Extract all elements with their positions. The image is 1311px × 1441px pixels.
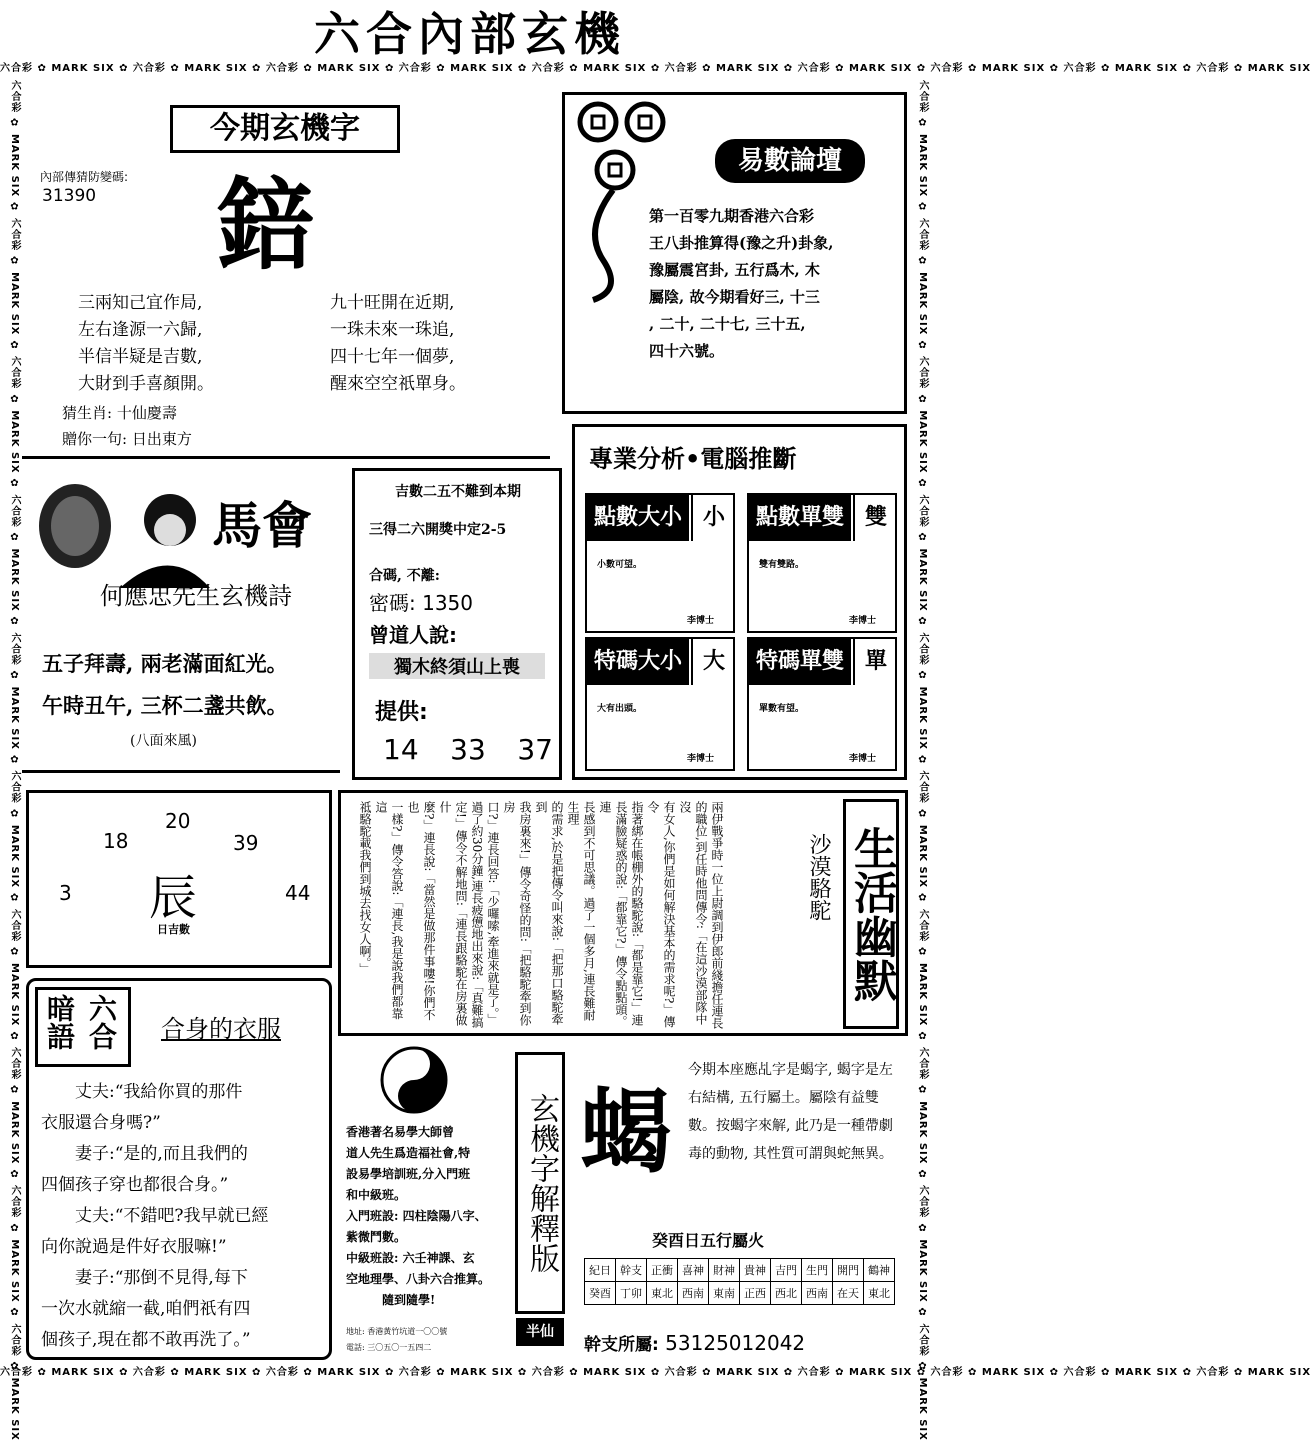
mima-label: 密碼: (369, 591, 416, 615)
yishu-panel (562, 92, 907, 414)
anyu-badge (35, 987, 131, 1067)
ad-line: 道人先生爲造福社會,特 (346, 1146, 471, 1160)
daily-number: 44 (285, 881, 311, 905)
page-title: 六合內部玄機 (314, 7, 626, 61)
wuxing-cell: 鶴神 (864, 1259, 895, 1282)
card-sign: 李博士 (687, 616, 715, 626)
wuxing-cell: 丁卯 (616, 1282, 647, 1305)
jishu-line1: 吉數二五不難到本期 (395, 484, 521, 500)
card-label: 特碼大小 (587, 639, 689, 685)
yishu-line: 王八卦推算得(豫之升)卦象, (649, 234, 834, 252)
anyu-line: 一次水就縮一截,咱們祇有四 (41, 1299, 251, 1319)
mahui-title: 馬會 (212, 497, 312, 555)
anyu-panel (26, 978, 332, 1360)
poem-line: 一珠未來一珠追, (330, 320, 455, 340)
wuxing-header-row (585, 1259, 895, 1282)
yishu-line: 第一百零九期香港六合彩 (649, 207, 815, 225)
humor-column: 口?」連長回答:「少囉嗦,牽進來就是了。」 (486, 801, 500, 1026)
wuxing-cell: 西南 (678, 1282, 709, 1305)
humor-column: 有女人,你們是如何解決基本的需求呢?」傳令 (646, 801, 676, 1028)
humor-column: 過了約30分鐘,連長疲憊地出來說:「真難搞 (470, 801, 484, 1029)
analysis-card (747, 493, 897, 633)
card-text: 小數可望。 (597, 560, 643, 570)
yishu-title: 易數論壇 (715, 139, 865, 183)
mahui-line2: 午時丑午, 三杯二盞共飲。 (42, 693, 288, 718)
wuxing-cell: 正西 (740, 1282, 771, 1305)
card-label: 特碼單雙 (749, 639, 851, 685)
poem-left (78, 290, 214, 398)
ad-line: 香港著名易學大師曾 (346, 1125, 455, 1139)
number: 33 (450, 733, 486, 766)
humor-column: 的需求,於是把傳令叫來說:「把那口駱駝牽到 (534, 801, 564, 1025)
wuxing-table (584, 1258, 895, 1305)
anyu-line: 丈夫:“我給你買的那件 (75, 1082, 243, 1102)
big-character: 錇 (215, 166, 315, 284)
card-tag: 單 (853, 639, 897, 685)
ganzhi-value: 53125012042 (665, 1331, 806, 1355)
humor-column: 麼?」連長說:「當然是做那件事嘍!你們不也 (406, 801, 436, 1021)
mahui-line1: 五子拜壽, 兩老滿面紅光。 (42, 651, 288, 676)
daily-numbers-panel (26, 790, 332, 968)
jiexi-char: 蝎 (580, 1078, 673, 1186)
poem-line: 大財到手喜顏開。 (78, 374, 214, 394)
ad-line: 紫微鬥數。 (346, 1230, 407, 1244)
ad-text (346, 1122, 490, 1311)
card-tag: 小 (691, 495, 735, 541)
humor-title: 生活幽默 (843, 799, 899, 1029)
poem-line: 三兩知己宜作局, (78, 293, 203, 313)
yishu-text (649, 203, 833, 365)
wuxing-cell: 癸酉 (585, 1282, 616, 1305)
yishu-line: , 二十, 二十七, 三十五, (649, 315, 806, 333)
jiexi-text: 今期本座應乩字是蝎字, 蝎字是左右結構, 五行屬土。屬陰有益雙數。按蝎字來解, 此乃是一種帶劇毒的動物, 其性質可謂與蛇無異。 (688, 1062, 893, 1162)
analysis-panel (572, 424, 907, 780)
humor-column: 長感到不可思議。過了一個多月,連長難耐生理 (566, 801, 596, 1021)
jishu-line2: 三得二六開獎中定2-5 (369, 522, 507, 538)
right-border-strip: 六合彩 ✿ MARK SIX ✿ 六合彩 ✿ MARK SIX ✿ 六合彩 ✿ MARK SIX ✿ 六合彩 ✿ MARK SIX ✿ 六合彩 ✿ MARK SIX ✿ 六合彩 ✿ MARK SIX ✿ 六合彩 ✿ MARK SIX ✿ 六合彩 ✿ MARK SIX ✿ 六合彩 ✿ MARK SIX ✿ 六合彩 ✿ MARK SIX (917, 80, 928, 1441)
card-sign: 李博士 (687, 754, 715, 764)
analysis-card (585, 493, 735, 633)
bottom-border-strip: 六合彩 ✿ MARK SIX ✿ 六合彩 ✿ MARK SIX ✿ 六合彩 ✿ MARK SIX ✿ 六合彩 ✿ MARK SIX ✿ 六合彩 ✿ MARK SIX ✿ 六合彩 ✿ MARK SIX ✿ 六合彩 ✿ MARK SIX ✿ 六合彩 ✿ MARK SIX ✿ 六合彩 ✿ MARK SIX ✿ 六合彩 ✿ MARK SIX (0, 1367, 1311, 1378)
ad-line: 設易學培訓班,分入門班 (346, 1167, 471, 1181)
daoren-text: 獨木終須山上喪 (369, 653, 545, 679)
humor-panel (338, 790, 908, 1036)
tigong-numbers (383, 733, 553, 766)
wuxing-value-row (585, 1282, 895, 1305)
heji: 合碼, 不離: (369, 568, 440, 584)
humor-column: 指著綁在帳棚外的駱駝說:「都是靠它!」連 (630, 801, 644, 1026)
humor-column: 定!」傳令不解地問:「連長跟駱駝在房裏做什 (438, 801, 468, 1026)
humor-column: 的職位,到任時他問傳令:「在這沙漠部隊中沒 (678, 801, 708, 1025)
analysis-card (747, 637, 897, 771)
wuxing-cell: 正衝 (647, 1259, 678, 1282)
yishu-line: 屬陰, 故今期看好三, 十三 (649, 288, 820, 306)
prefix-code: 31390 (42, 186, 97, 206)
daily-number: 20 (165, 809, 191, 833)
poem-line: 半信半疑是吉數, (78, 347, 203, 367)
anyu-title: 合身的衣服 (161, 1015, 281, 1043)
anyu-line: 向你說過是件好衣服嘛!” (41, 1237, 227, 1257)
xuanji-title: 今期玄機字 (170, 105, 400, 153)
humor-text (357, 801, 725, 1029)
ganzhi-label: 幹支所屬: (584, 1335, 659, 1355)
anyu-tag1: 暗語 (43, 994, 76, 1050)
wuxing-title: 癸酉日五行屬火 (652, 1231, 765, 1250)
anyu-tag2: 六合 (85, 994, 118, 1050)
tigong-label: 提供: (375, 700, 428, 725)
daily-number: 3 (59, 881, 72, 905)
humor-column: 一樣?」傳令答說:「連長,我是說我們都靠這 (374, 801, 404, 1020)
anyu-line: 妻子:“是的,而且我們的 (75, 1144, 248, 1164)
wuxing-cell: 東北 (864, 1282, 895, 1305)
jiexi-seal: 半仙 (516, 1318, 564, 1346)
jishu-panel (352, 468, 562, 780)
anyu-line: 四個孩子穿也都很合身。” (41, 1175, 229, 1195)
wuxing-cell: 開門 (833, 1259, 864, 1282)
wuxing-cell: 西南 (802, 1282, 833, 1305)
ganzhi-row (584, 1330, 805, 1355)
anyu-line: 個孩子,現在都不敢再洗了。” (41, 1330, 251, 1350)
poem-right (330, 290, 466, 398)
divider (22, 770, 340, 773)
wuxing-cell: 吉門 (771, 1259, 802, 1282)
daily-label: 日吉數 (157, 923, 190, 936)
left-border-strip: 六合彩 ✿ MARK SIX ✿ 六合彩 ✿ MARK SIX ✿ 六合彩 ✿ MARK SIX ✿ 六合彩 ✿ MARK SIX ✿ 六合彩 ✿ MARK SIX ✿ 六合彩 ✿ MARK SIX ✿ 六合彩 ✿ MARK SIX ✿ 六合彩 ✿ MARK SIX ✿ 六合彩 ✿ MARK SIX ✿ 六合彩 ✿ MARK SIX (9, 80, 20, 1441)
ad-line: 中級班設: 六壬神課、玄 (346, 1251, 475, 1265)
card-sign: 李博士 (849, 616, 877, 626)
top-border-strip: 六合彩 ✿ MARK SIX ✿ 六合彩 ✿ MARK SIX ✿ 六合彩 ✿ MARK SIX ✿ 六合彩 ✿ MARK SIX ✿ 六合彩 ✿ MARK SIX ✿ 六合彩 ✿ MARK SIX ✿ 六合彩 ✿ MARK SIX ✿ 六合彩 ✿ MARK SIX ✿ 六合彩 ✿ MARK SIX ✿ 六合彩 ✿ MARK SIX (0, 63, 1311, 74)
gift-phrase: 贈你一句: 日出東方 (62, 430, 192, 448)
mahui-subtitle: 何應忠先生玄機詩 (100, 582, 292, 610)
prefix-label: 內部傳猜防變碼: (40, 170, 129, 184)
card-label: 點數大小 (587, 495, 689, 541)
number: 37 (517, 733, 553, 766)
wuxing-cell: 在天 (833, 1282, 864, 1305)
analysis-card (585, 637, 735, 771)
analysis-title: 專業分析•電腦推斷 (589, 445, 797, 473)
yishu-line: 豫屬震宮卦, 五行爲木, 木 (649, 261, 820, 279)
ad-line: 隨到隨學! (382, 1293, 436, 1307)
card-text: 大有出頭。 (597, 704, 643, 714)
ad-line: 空地理學、八卦六合推算。 (346, 1272, 491, 1286)
wuxing-cell: 生門 (802, 1259, 833, 1282)
card-label: 點數單雙 (749, 495, 851, 541)
wuxing-cell: 西北 (771, 1282, 802, 1305)
wuxing-cell: 喜神 (678, 1259, 709, 1282)
wuxing-cell: 紀日 (585, 1259, 616, 1282)
ad-line: 入門班設: 四柱陰陽八字、 (346, 1209, 487, 1223)
daily-char: 辰 (149, 870, 198, 926)
portrait-photo (35, 478, 210, 588)
ad-address: 地址: 香港黃竹坑道一〇〇號 (346, 1327, 448, 1336)
wuxing-cell: 貴神 (740, 1259, 771, 1282)
card-text: 單數有望。 (759, 704, 805, 714)
humor-column: 長滿臉疑惑的說:「都靠它?」傳令點點頭。連 (598, 801, 628, 1028)
anyu-line: 丈夫:“不錯吧?我早就已經 (75, 1206, 269, 1226)
poem-line: 左右逢源一六歸, (78, 320, 203, 340)
daily-number: 39 (233, 831, 259, 855)
wuxing-cell: 東南 (709, 1282, 740, 1305)
wuxing-cell: 東北 (647, 1282, 678, 1305)
ad-phone: 電話: 三〇五〇一五四二 (346, 1343, 432, 1352)
mima-value: 1350 (422, 591, 474, 615)
poem-line: 四十七年一個夢, (330, 347, 455, 367)
wuxing-cell: 財神 (709, 1259, 740, 1282)
jiexi-title: 玄機字解釋版 (515, 1052, 565, 1314)
anyu-line: 妻子:“那倒不見得,每下 (75, 1268, 248, 1288)
card-tag: 大 (691, 639, 735, 685)
humor-column: 祗駱駝載我們到城去找女人啊。」 (358, 801, 372, 975)
yishu-line: 四十六號。 (649, 342, 725, 360)
divider (22, 456, 550, 459)
humor-column: 兩伊戰爭時一位上尉調到伊郎前綫擔任連長 (710, 801, 724, 1029)
yin-yang-icon (380, 1046, 448, 1114)
mima-row (369, 587, 473, 616)
wuxing-cell: 幹支 (616, 1259, 647, 1282)
poem-line: 九十旺開在近期, (330, 293, 455, 313)
daoren-title: 曾道人說: (369, 623, 457, 647)
mahui-note: (八面來風) (130, 733, 197, 749)
card-tag: 雙 (853, 495, 897, 541)
daily-number: 18 (103, 829, 129, 853)
card-text: 雙有雙路。 (759, 560, 805, 570)
card-sign: 李博士 (849, 754, 877, 764)
anyu-text (41, 1077, 331, 1356)
humor-subtitle: 沙漠駱駝 (806, 833, 831, 921)
ad-line: 和中級班。 (346, 1188, 407, 1202)
guess-zodiac: 猜生肖: 十仙慶壽 (62, 404, 177, 422)
number: 14 (383, 733, 419, 766)
poem-line: 醒來空空祇單身。 (330, 374, 466, 394)
anyu-line: 衣服還合身嗎?” (41, 1113, 161, 1133)
humor-column: 我房裏來!」傳令奇怪的問:「把駱駝牽到你房 (502, 801, 532, 1026)
